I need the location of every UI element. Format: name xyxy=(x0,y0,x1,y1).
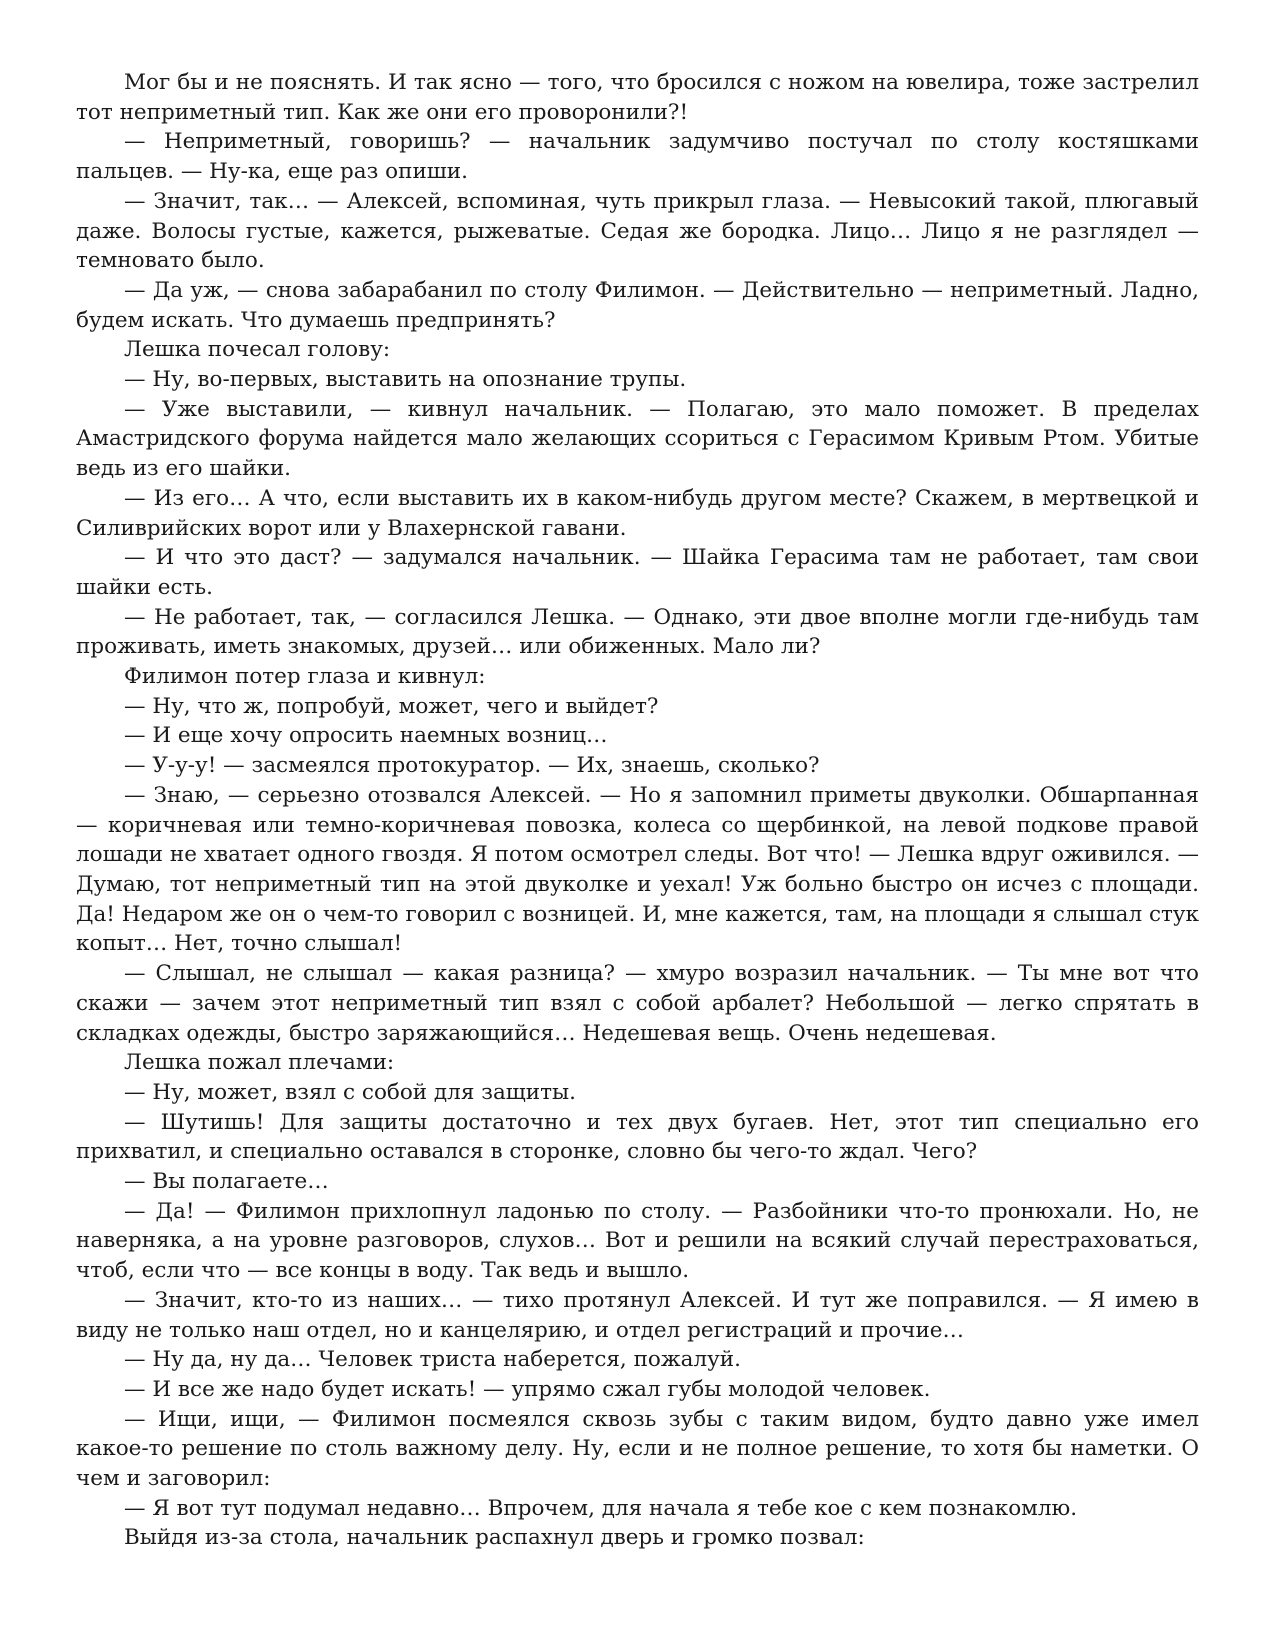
paragraph: Мог бы и не пояснять. И так ясно — того, что бросился с ножом на ювелира, тоже застрелил тот неприметный тип. Как же они его проворонили?! xyxy=(76,70,1199,125)
paragraph: — И все же надо будет искать! — упрямо сжал губы молодой человек. xyxy=(124,1376,931,1402)
paragraph: — Ну, что ж, попробуй, может, чего и выйдет? xyxy=(124,693,659,719)
paragraph: — Ну, во-первых, выставить на опознание трупы. xyxy=(124,367,687,393)
paragraph: — Знаю, — серьезно отозвался Алексей. — Но я запомнил приметы двуколки. Обшарпанная — коричневая или темно-коричневая повозка, колеса со щербинкой, на левой подкове правой лошади не хватает одного гвоздя. Я потом осмотрел следы. Вот что! — Лешка вдруг оживился. — Думаю, тот неприметный тип на этой двуколке и уехал! Уж больно быстро он исчез с площади. Да! Недаром же он о чем-то говорил с возницей. И, мне кажется, там, на площади я слышал стук копыт… Нет, точно слышал! xyxy=(76,782,1199,957)
paragraph: — У-у-у! — засмеялся протокуратор. — Их, знаешь, сколько? xyxy=(124,753,820,779)
paragraph: — Ну, может, взял с собой для защиты. xyxy=(124,1079,576,1105)
paragraph: — Ну да, ну да… Человек триста наберется, пожалуй. xyxy=(124,1347,741,1373)
paragraph: — Да! — Филимон прихлопнул ладонью по столу. — Разбойники что-то пронюхали. Но, не наверняка, а на уровне разговоров, слухов… Вот и решили на всякий случай перестраховаться, чтоб, если что — все концы в воду. Так ведь и вышло. xyxy=(76,1198,1199,1284)
paragraph: Лешка почесал голову: xyxy=(124,337,391,363)
paragraph: — Слышал, не слышал — какая разница? — хмуро возразил начальник. — Ты мне вот что скажи — зачем этот неприметный тип взял с собой арбалет? Небольшой — легко спрятать в складках одежды, быстро заряжающийся… Недешевая вещь. Очень недешевая. xyxy=(76,961,1199,1046)
paragraph: — Из его… А что, если выставить их в каком-нибудь другом месте? Скажем, в мертвецкой и Силиврийских ворот или у Влахернской гавани. xyxy=(76,485,1199,541)
paragraph: Филимон потер глаза и кивнул: xyxy=(124,664,486,690)
paragraph: — Шутишь! Для защиты достаточно и тех двух бугаев. Нет, этот тип специально его прихватил, и специально оставался в сторонке, словно бы чего-то ждал. Чего? xyxy=(76,1109,1199,1165)
paragraph: — Ищи, ищи, — Филимон посмеялся сквозь зубы с таким видом, будто давно уже имел какое-то решение по столь важному делу. Ну, если и не полное решение, то хотя бы наметки. О чем и заговорил: xyxy=(76,1406,1199,1492)
paragraph: — Значит, кто-то из наших… — тихо протянул Алексей. И тут же поправился. — Я имею в виду не только наш отдел, но и канцелярию, и отдел регистраций и прочие… xyxy=(76,1287,1199,1343)
paragraph: — Неприметный, говоришь? — начальник задумчиво постучал по столу костяшками пальцев. — Ну-ка, еще раз опиши. xyxy=(76,129,1199,185)
paragraph: Выйдя из-за стола, начальник распахнул дверь и громко позвал: xyxy=(124,1525,865,1551)
page-text xyxy=(76,68,1199,1553)
paragraph: — Уже выставили, — кивнул начальник. — Полагаю, это мало поможет. В пределах Амастридского форума найдется мало желающих ссориться с Герасимом Кривым Ртом. Убитые ведь из его шайки. xyxy=(76,396,1199,482)
paragraph: — И еще хочу опросить наемных возниц… xyxy=(124,723,608,749)
paragraph: — Значит, так… — Алексей, вспоминая, чуть прикрыл глаза. — Невысокий такой, плюгавый даже. Волосы густые, кажется, рыжеватые. Седая же бородка. Лицо… Лицо я не разглядел — темновато было. xyxy=(76,188,1199,274)
paragraph: — Не работает, так, — согласился Лешка. — Однако, эти двое вполне могли где-нибудь там проживать, иметь знакомых, друзей… или обиженных. Мало ли? xyxy=(76,604,1199,660)
paragraph: — Я вот тут подумал недавно… Впрочем, для начала я тебе кое с кем познакомлю. xyxy=(124,1495,1078,1521)
paragraph: — Да уж, — снова забарабанил по столу Филимон. — Действительно — неприметный. Ладно, будем искать. Что думаешь предпринять? xyxy=(76,277,1199,333)
paragraph: — И что это даст? — задумался начальник. — Шайка Герасима там не работает, там свои шайки есть. xyxy=(76,545,1199,600)
paragraph: — Вы полагаете… xyxy=(124,1169,329,1195)
paragraph: Лешка пожал плечами: xyxy=(124,1050,395,1076)
